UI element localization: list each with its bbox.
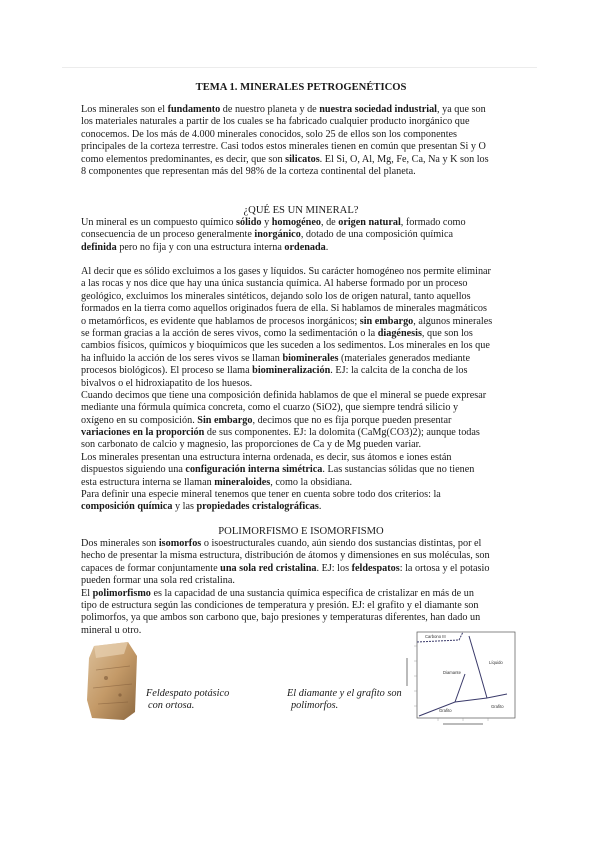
- text-run: , decimos que no es fija porque pueden presentar: [252, 414, 452, 426]
- text-run: a las rocas y nos dice que hay una única sustancia química. Al haberse formado por un proceso: [81, 278, 468, 290]
- text-run: conocemos. De los más de 4.000 minerales conocidos, solo 25 de ellos son los componentes: [81, 128, 458, 140]
- text-line: [81, 328, 521, 340]
- text-line: [81, 129, 521, 141]
- text-run: . El Si, O, Al, Mg, Fe, Ca, Na y K son los: [319, 153, 489, 165]
- text-line: [81, 550, 521, 562]
- text-run: .: [318, 501, 322, 513]
- text-line: [81, 452, 521, 464]
- text-line: [81, 229, 521, 241]
- text-line: [81, 538, 521, 550]
- text-run: dispuestos siguiendo una: [81, 464, 186, 476]
- text-run: mediante una fórmula química concreta, como el cuarzo (SiO2), que siempre tendrá silicio y: [81, 402, 459, 414]
- text-run: tipo de estructura según las condiciones de temperatura y presión. EJ: el grafito y el diamante son: [81, 599, 479, 611]
- bold-term: fundamento: [167, 104, 221, 115]
- bold-term: homogéneo: [271, 217, 321, 228]
- text-run: se forman gracias a la acción de seres vivos, como la sedimentación o la: [81, 327, 378, 339]
- text-run: es la capacidad de una sustancia química específica de cristalizar en más de un: [150, 587, 474, 599]
- text-line: [81, 415, 521, 427]
- bold-term: nuestra sociedad industrial: [319, 104, 437, 115]
- text-line: [81, 365, 521, 377]
- bold-term: inorgánico: [254, 229, 301, 241]
- text-run: bivalvos o el hidroxiapatito de los huesos.: [81, 377, 253, 389]
- heading-que-es-mineral: ¿QUÉ ES UN MINERAL?: [243, 205, 359, 216]
- text-run: , como la obsidiana.: [270, 476, 353, 488]
- text-run: son carbonato de calcio y magnesio, las proporciones de Ca y de Mg pueden variar.: [81, 439, 422, 451]
- text-run: ha influido la acción de los seres vivos se llaman: [81, 352, 283, 364]
- bold-term: sólido: [236, 217, 262, 228]
- definition-paragraph: [81, 217, 521, 254]
- bold-term: composición química: [81, 501, 173, 513]
- bold-term: definida: [81, 241, 117, 253]
- text-run: hecho de presentar la misma estructura, distribución de átomos y dimensiones en sus moléculas, son: [81, 550, 490, 562]
- bold-term: configuración interna simétrica: [185, 464, 323, 476]
- text-line: [81, 588, 521, 600]
- text-run: de nuestro planeta y de: [220, 104, 320, 115]
- bold-term: mineraloides: [214, 476, 271, 488]
- text-run: y las: [172, 501, 197, 513]
- caption-feldespato: [146, 688, 229, 711]
- diagram-label-grafito-2: Grafito: [491, 704, 504, 709]
- carbon-phase-diagram: [403, 628, 520, 728]
- text-line: [81, 166, 521, 178]
- text-line: [81, 141, 521, 153]
- text-line: [81, 278, 521, 290]
- text-run: . EJ: la calcita de la concha de los: [330, 365, 468, 377]
- text-run: Dos minerales son: [81, 538, 159, 549]
- text-run: , que son los: [421, 327, 473, 339]
- text-run: procesos biológicos). El proceso se llama: [81, 365, 253, 377]
- diagram-label-diamante: Diamante: [443, 670, 461, 675]
- text-run: , ya que son: [437, 104, 486, 115]
- bold-term: biomineralización: [252, 365, 331, 377]
- text-line: [81, 612, 521, 624]
- text-line: [81, 353, 521, 365]
- caption-feldespato-line: con ortosa.: [148, 699, 195, 711]
- text-line: [81, 563, 521, 575]
- bold-term: sin embargo: [359, 315, 414, 327]
- text-line: [81, 104, 521, 116]
- text-run: 8 componentes que representan más del 98% de la corteza continental del planeta.: [81, 165, 416, 177]
- bold-term: isomorfos: [158, 538, 202, 549]
- text-line: [81, 266, 521, 278]
- caption-feldespato-line: Feldespato potásico: [146, 688, 230, 699]
- text-line: [81, 501, 521, 513]
- text-run: mineral u otro.: [81, 624, 142, 636]
- body-paragraphs: [81, 266, 521, 514]
- page-title: TEMA 1. MINERALES PETROGENÉTICOS: [195, 82, 407, 93]
- diagram-label-carbono: Carbono III: [425, 634, 446, 639]
- bold-term: silicatos: [285, 153, 320, 165]
- text-run: de sus componentes. EJ: la dolomita (CaMg(CO3)2); aunque todas: [204, 427, 480, 439]
- text-run: Para definir una especie mineral tenemos que tener en cuenta sobre todo dos criterios: la: [81, 489, 441, 501]
- text-run: formados en la tierra como aquellos originados fuera de ella. Si hablamos de minerales magmáticos: [81, 303, 487, 315]
- text-run: pueden formar una sola red cristalina.: [81, 575, 235, 587]
- text-run: o metamórficos, es evidente que hablamos de procesos inorgánicos;: [81, 315, 360, 327]
- text-run: Al decir que es sólido excluimos a los gases y líquidos. Su carácter homogéneo nos permite eliminar: [81, 266, 491, 277]
- text-run: consecuencia de un proceso generalmente: [81, 229, 255, 241]
- caption-diamante: [287, 688, 402, 711]
- text-line: [81, 316, 521, 328]
- bold-term: origen natural: [338, 217, 401, 228]
- text-run: . EJ: los: [316, 562, 352, 574]
- text-line: [81, 217, 521, 229]
- text-run: y: [261, 217, 272, 228]
- text-line: [81, 477, 521, 489]
- text-run: geológico, excluimos los minerales sintéticos, dejando solo los de origen natural, tanto aquellos: [81, 290, 471, 302]
- bold-term: Sin embargo: [197, 414, 253, 426]
- header-rule: [62, 67, 537, 68]
- text-line: [81, 575, 521, 587]
- text-line: [81, 390, 521, 402]
- polimorfismo-paragraph: [81, 538, 521, 637]
- text-run: . Las sustancias sólidas que no tienen: [322, 464, 475, 476]
- text-run: , formado como: [400, 217, 466, 228]
- text-run: , dotado de una composición química: [300, 229, 454, 241]
- bold-term: diagénesis: [377, 327, 422, 339]
- bold-term: polimorfismo: [92, 587, 151, 599]
- bold-term: una sola red cristalina: [220, 562, 317, 574]
- bold-term: feldespatos: [351, 562, 400, 574]
- heading-polimorfismo: POLIMORFISMO E ISOMORFISMO: [218, 526, 384, 537]
- feldspar-photo: [84, 640, 140, 722]
- text-run: esta estructura interna se llaman: [81, 476, 215, 488]
- caption-diamante-line: El diamante y el grafito son: [287, 688, 402, 699]
- text-line: [81, 427, 521, 439]
- text-run: Los minerales presentan una estructura interna ordenada, es decir, sus átomos e iones están: [81, 451, 452, 463]
- text-run: o isoestructurales cuando, aún siendo dos sustancias distintas, por el: [201, 538, 482, 549]
- text-line: [81, 116, 521, 128]
- text-run: Un mineral es un compuesto químico: [81, 217, 237, 228]
- text-run: polimorfos, ya que ambos son carbono que, bajo presiones y temperaturas diferentes, han dado un: [81, 612, 481, 624]
- text-line: [81, 439, 521, 451]
- intro-paragraph: [81, 104, 521, 178]
- text-run: Los minerales son el: [81, 104, 168, 115]
- text-line: [81, 464, 521, 476]
- text-run: cambios físicos, químicos y bioquímicos que les suceden a los sedimentos. Los minerales en los que: [81, 340, 490, 352]
- text-line: [81, 600, 521, 612]
- text-run: principales de la corteza terrestre. Casi todos estos minerales tienen en común que presentan Si y O: [81, 141, 486, 153]
- text-run: : la ortosa y el potasio: [399, 562, 490, 574]
- text-line: [81, 242, 521, 254]
- text-run: (materiales generados mediante: [338, 352, 470, 364]
- text-line: [81, 340, 521, 352]
- text-run: El: [81, 587, 93, 599]
- text-line: [81, 291, 521, 303]
- text-run: oxígeno en su composición.: [81, 414, 198, 426]
- text-run: , de: [320, 217, 339, 228]
- text-run: capaces de formar conjuntamente: [81, 562, 221, 574]
- text-line: [81, 303, 521, 315]
- text-line: [81, 378, 521, 390]
- text-run: los materiales naturales a partir de los cuales se ha fabricado cualquier producto inorgánico que: [81, 116, 470, 128]
- caption-diamante-line: polimorfos.: [291, 699, 339, 711]
- text-line: [81, 489, 521, 501]
- text-run: .: [325, 241, 329, 253]
- bold-term: variaciones en la proporción: [81, 427, 205, 439]
- text-line: [81, 402, 521, 414]
- diagram-label-liquido: Líquido: [489, 660, 503, 665]
- bold-term: ordenada: [284, 241, 326, 253]
- diagram-label-grafito: Grafito: [439, 708, 452, 713]
- text-run: Cuando decimos que tiene una composición definida hablamos de que el mineral se puede expresar: [81, 389, 487, 401]
- text-line: [81, 154, 521, 166]
- text-run: pero no fija y con una estructura interna: [116, 241, 285, 253]
- bold-term: propiedades cristalográficas: [196, 501, 319, 513]
- text-run: , algunos minerales: [413, 315, 493, 327]
- bold-term: biominerales: [282, 352, 339, 364]
- text-run: como elementos predominantes, es decir, que son: [81, 153, 286, 165]
